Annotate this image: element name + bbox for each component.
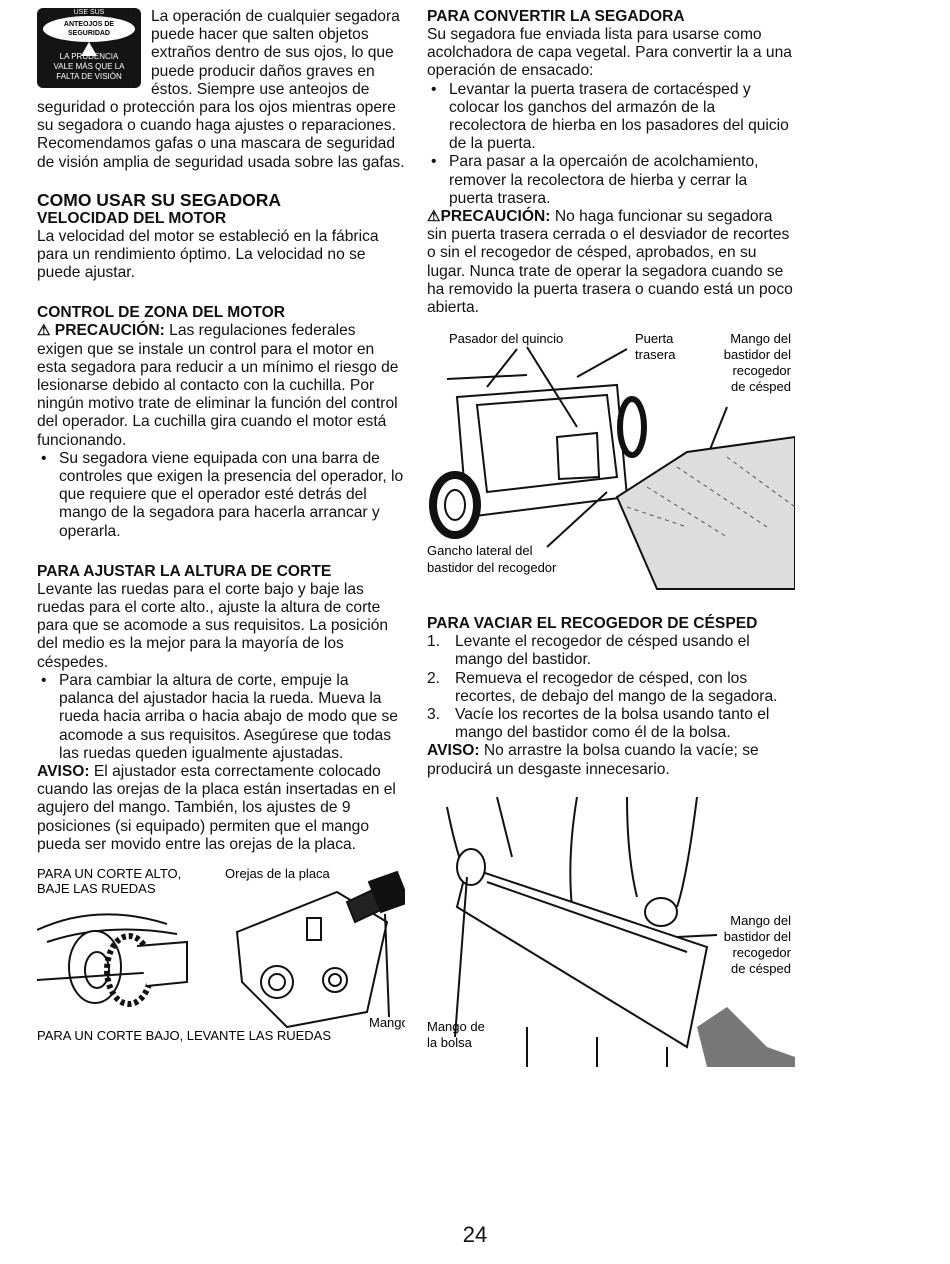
cut-height-bullet: • Para cambiar la altura de corte, empuje la palanca del ajustador hacia la rueda. Mueva la rueda hacia arriba o hacia abajo de modo que se acomode a sus requisitos. Asegúrese que todas las ruedas queden igualmente ajustadas. (37, 672, 405, 763)
label-handle: Mango (369, 1014, 405, 1030)
notice-text: No arrastre la bolsa cuando la vacíe; se producirá un desgaste innecesario. (427, 742, 759, 778)
badge-line-3: SEGURIDAD (67, 30, 110, 37)
zone-control-heading: CONTROL DE ZONA DEL MOTOR (37, 304, 286, 322)
left-column (37, 8, 405, 1042)
empty-step-1 (427, 633, 795, 669)
grass-catcher-drawing (617, 437, 795, 589)
cut-height-heading: PARA AJUSTAR LA ALTURA DE CORTE (37, 562, 332, 580)
label-frame-3: recogedor (732, 363, 791, 379)
label-frame-1: Mango del (730, 912, 791, 928)
badge-line-4: LA PRUDENCIA (59, 52, 119, 61)
bagger-figure (427, 327, 795, 591)
step-number: 1. (427, 633, 441, 651)
height-adjuster-illustration (37, 862, 405, 1042)
plate-drawing (237, 872, 405, 1027)
notice-label: AVISO: (427, 742, 480, 760)
caution-icon: ⚠ (427, 208, 441, 226)
label-frame-2: bastidor del (723, 347, 791, 363)
emptying-illustration (427, 797, 795, 1067)
clippings-drawing (697, 1007, 795, 1067)
empty-notice (427, 742, 795, 778)
badge-line-6: FALTA DE VISIÓN (56, 72, 122, 81)
empty-heading: PARA VACIAR EL RECOGEDOR DE CÉSPED (427, 615, 758, 633)
label-hinge-pin: Pasador del quincio (449, 331, 564, 347)
height-figure (37, 862, 405, 1042)
convert-heading: PARA CONVERTIR LA SEGADORA (427, 8, 685, 25)
page-number: 24 (462, 1222, 488, 1247)
safety-glasses-badge (37, 8, 141, 88)
notice-label: AVISO: (37, 762, 90, 780)
step-text: Levante el recogedor de césped usando el mango del bastidor. (455, 633, 750, 669)
badge-oval (43, 16, 135, 42)
caution-icon: ⚠ (37, 322, 51, 340)
zone-control-caution (37, 322, 405, 449)
empty-step-3 (427, 706, 795, 742)
label-frame-4: de césped (731, 960, 791, 976)
convert-text: Su segadora fue enviada lista para usarse como acolchadora de capa vegetal. Para convertir la a una operación de ensacado: (427, 26, 792, 80)
wheel-drawing (37, 914, 187, 1004)
label-frame-1: Mango del (730, 331, 791, 347)
caution-label: PRECAUCIÓN: (54, 322, 165, 340)
step-number: 2. (427, 669, 441, 687)
step-text: Remueva el recogedor de césped, con los recortes, de debajo del mango de la segadora. (455, 669, 778, 705)
label-door-1: Puerta (635, 331, 674, 347)
badge-line-1: USE SUS (73, 9, 105, 16)
motor-speed-text: La velocidad del motor se estableció en la fábrica para un rendimiento óptimo. La velocidad no se puede ajustar. (37, 227, 379, 282)
caution-text: No haga funcionar su segadora sin puerta trasera cerrada o el desviador de recortes o sin el recogedor de césped, aprobados, en su lugar. Nunca trate de operar la segadora cuando se ha removido la puerta trasera o cuando está un poco abierta. (427, 208, 793, 317)
convert-bullet-1: • Levantar la puerta trasera de cortacésped y colocar los ganchos del armazón de la recolectora de hierba en los pasadores del quicio de la puerta. (427, 81, 795, 154)
label-high-cut-1: PARA UN CORTE ALTO, (37, 865, 182, 881)
label-frame-4: de césped (731, 379, 791, 395)
cut-height-text: Levante las ruedas para el corte bajo y baje las ruedas para el corte alto., ajuste la altura de corte para que se acomode a sus requisitos. La posición del medio es la mejor para la mayoría de los céspedes. (37, 580, 389, 671)
convert-caution (427, 208, 795, 317)
label-frame-2: bastidor del (723, 928, 791, 944)
cut-height-notice (37, 763, 405, 854)
convert-bullet-2: • Para pasar a la opercaión de acolchamiento, remover la recolectora de hierba y cerrar la puerta trasera. (427, 153, 795, 208)
label-frame-3: recogedor (732, 944, 791, 960)
step-text: Vacíe los recortes de la bolsa usando tanto el mango del bastidor como él de la bolsa. (455, 706, 770, 742)
caution-text: Las regulaciones federales exigen que se instale un control para el motor en esta segadora para reducir a un mínimo el riesgo de lesionarse debido al contacto con la cuchilla. Por ningún motivo trate de eliminar la función del control del operador. La cuchilla gira cuando el motor está funcionando. (37, 322, 399, 449)
intro-paragraph: La operación de cualquier segadora puede hacer que salten objetos extraños dentro de sus ojos, lo que puede producir daños graves en éstos. Siempre use anteojos de seguridad o protección para los ojos mientras opere su segadora o cuando haga ajustes o reparaciones. Recomendamos gafas o una mascara de seguridad de visión amplia de seguridad usada sobre las gafas. (37, 8, 405, 171)
bagger-illustration (427, 327, 795, 591)
empty-figure (427, 797, 795, 1067)
label-high-cut-2: BAJE LAS RUEDAS (37, 880, 156, 896)
label-bag-2: la bolsa (427, 1034, 472, 1050)
step-number: 3. (427, 706, 441, 724)
right-column (427, 8, 795, 1067)
motor-speed-heading: VELOCIDAD DEL MOTOR (37, 209, 227, 227)
badge-line-2: ANTEOJOS DE (63, 21, 115, 28)
caution-label: PRECAUCIÓN: (440, 208, 551, 226)
badge-lower-text (37, 52, 141, 82)
label-low-cut: PARA UN CORTE BAJO, LEVANTE LAS RUEDAS (37, 1027, 332, 1042)
label-hook-2: bastidor del recogedor (427, 560, 557, 576)
label-door-2: trasera (635, 347, 676, 363)
section-title: COMO USAR SU SEGADORA (37, 189, 282, 210)
label-hook-1: Gancho lateral del (427, 543, 533, 559)
label-bag-1: Mango de (427, 1018, 485, 1034)
notice-text: El ajustador esta correctamente colocado cuando las orejas de la placa están insertadas en el agujero del mango. También, los ajustes de 9 posiciones (si equipado) permiten que el mango pueda ser movido entre las orejas de la placa. (37, 762, 396, 853)
badge-line-5: VALE MÁS QUE LA (53, 62, 125, 71)
zone-control-bullet: • Su segadora viene equipada con una barra de controles que exigen la presencia del operador, lo que requiere que el operador esté detrás del mango de la segadora para hacerla arrancar y operarla. (37, 450, 405, 541)
empty-step-2 (427, 670, 795, 706)
hands-and-bag-drawing (447, 797, 717, 1067)
label-plate-ears: Orejas de la placa (225, 865, 330, 881)
